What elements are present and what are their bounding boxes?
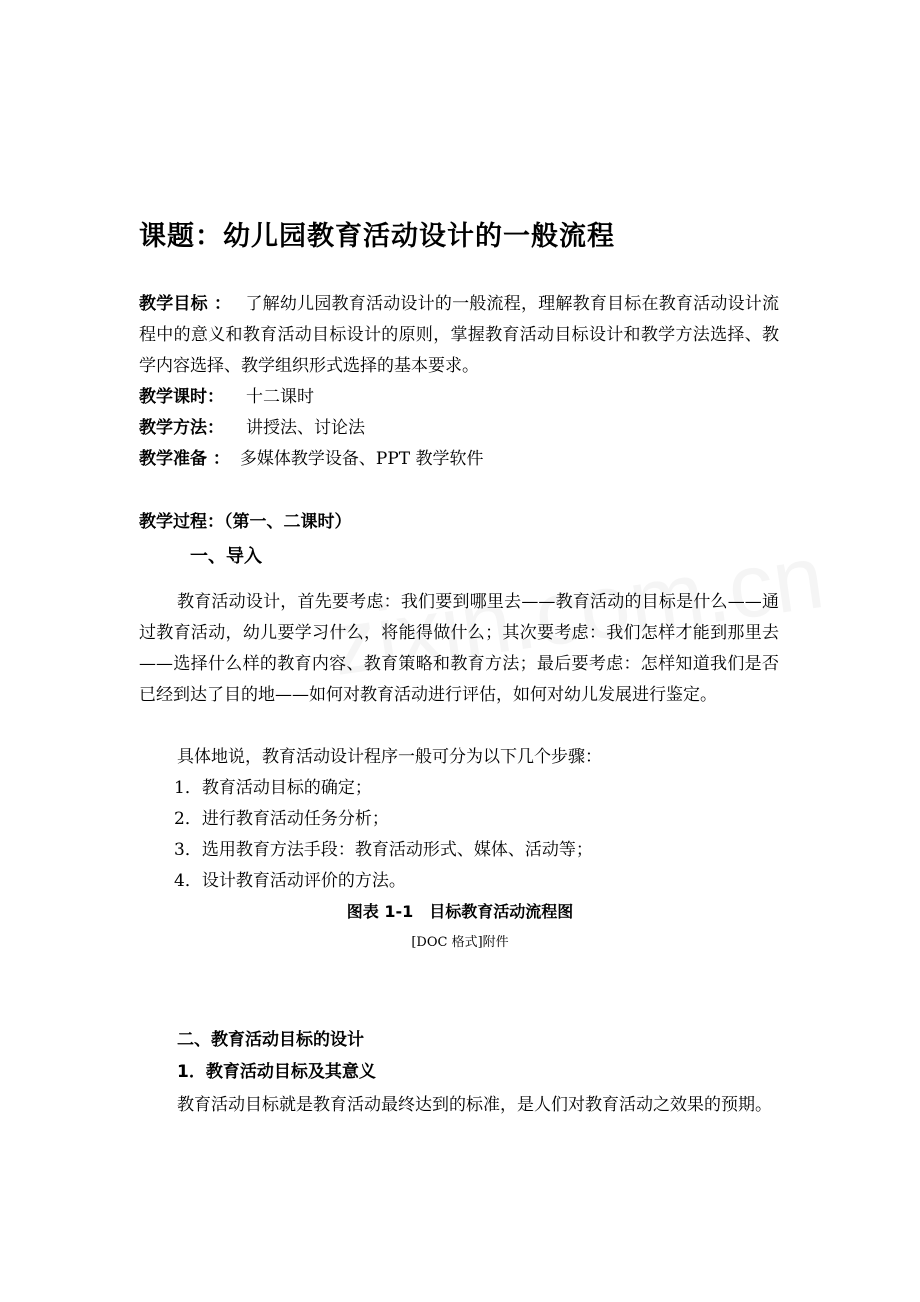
method-label: 教学方法： — [139, 418, 224, 438]
intro-paragraph: 教育活动设计，首先要考虑：我们要到哪里去——教育活动的目标是什么——通过教育活动，幼儿要学习什么，将能得做什么；其次要考虑：我们怎样才能到那里去——选择什么样的教育内容、教育策略和教育方法；最后要考虑：怎样知道我们是否已经到达了目的地——如何对教育活动进行评估，如何对幼儿发展进行鉴定。 — [139, 592, 779, 705]
steps-intro: 具体地说，教育活动设计程序一般可分为以下几个步骤： — [177, 747, 602, 767]
method-value: 讲授法、讨论法 — [246, 418, 365, 438]
step-item-4: 4．设计教育活动评价的方法。 — [174, 871, 406, 891]
prep-label: 教学准备 ： — [139, 449, 230, 469]
attachment-note[interactable]: [DOC 格式]附件 — [411, 935, 509, 950]
process-heading: 教学过程：（第一、二课时） — [139, 512, 352, 532]
prep-row — [139, 444, 484, 475]
goal-text: 了解幼儿园教育活动设计的一般流程，理解教育目标在教育活动设计流程中的意义和教育活动目标设计的原则，掌握教育活动目标设计和教学方法选择、教学内容选择、教学组织形式选择的基本要求。 — [139, 294, 780, 376]
figure-caption: 图表 1-1 目标教育活动流程图 — [346, 902, 574, 921]
goal-block — [139, 289, 779, 382]
step-item-3: 3．选用教育方法手段：教育活动形式、媒体、活动等； — [174, 840, 593, 860]
step-item-1: 1．教育活动目标的确定； — [174, 778, 372, 798]
hours-row — [139, 382, 314, 413]
section2-subtitle: 1．教育活动目标及其意义 — [177, 1062, 376, 1082]
method-row — [139, 413, 365, 444]
prep-value: 多媒体教学设备、PPT 教学软件 — [239, 449, 484, 469]
section1-title: 一、导入 — [190, 546, 262, 567]
goal-label: 教学目标 ： — [139, 294, 232, 314]
hours-label: 教学课时： — [139, 387, 224, 407]
section2-title: 二、教育活动目标的设计 — [177, 1030, 364, 1050]
hours-value: 十二课时 — [246, 387, 314, 407]
section2-paragraph: 教育活动目标就是教育活动最终达到的标准，是人们对教育活动之效果的预期。 — [177, 1095, 772, 1115]
step-item-2: 2．进行教育活动任务分析； — [174, 809, 389, 829]
page-title: 课题：幼儿园教育活动设计的一般流程 — [139, 221, 615, 252]
